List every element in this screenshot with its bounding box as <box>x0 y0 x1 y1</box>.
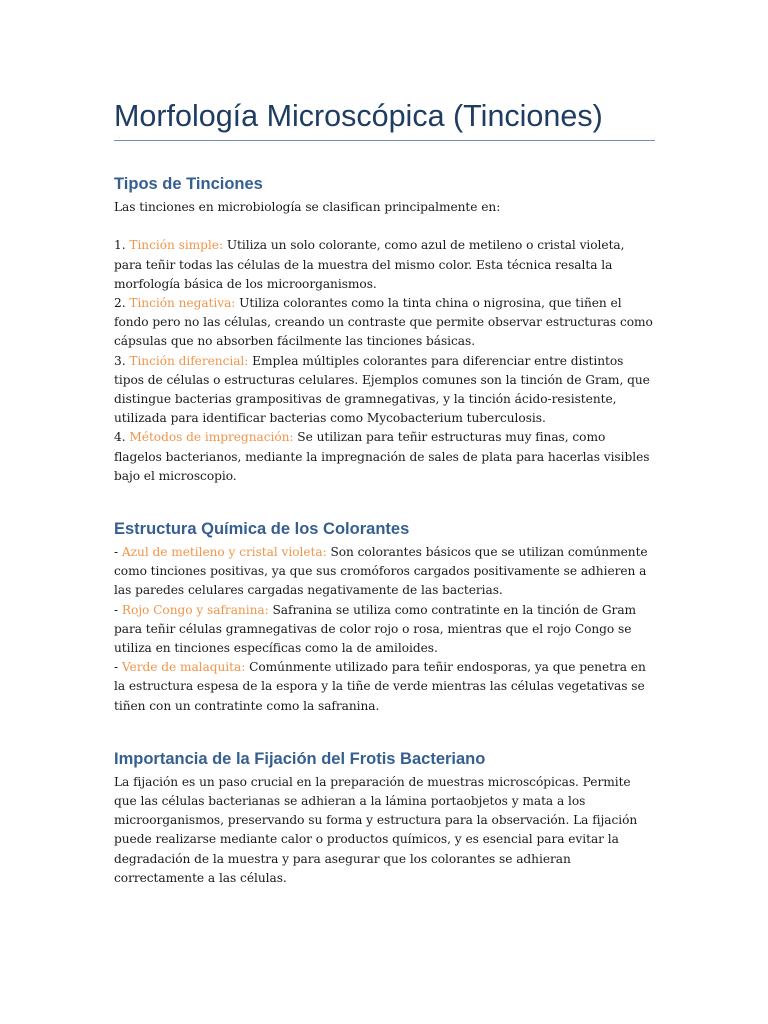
blank-line <box>114 217 656 236</box>
list-item-bullet: - <box>114 545 122 560</box>
list-item-number: 1. <box>114 238 130 253</box>
list-item <box>114 428 656 486</box>
section-heading-fijacion: Importancia de la Fijación del Frotis Bacteriano <box>114 749 486 768</box>
list-item-text: Utiliza un solo colorante, como azul de metileno o cristal violeta, para teñir todas las células de la muestra del mismo color. Esta técnica resalta la morfología básica de los microorganismos. <box>114 238 625 291</box>
list-item-text: Comúnmente utilizado para teñir endosporas, ya que penetra en la estructura espesa de la espora y la tiñe de verde mientras las células vegetativas se tiñen con un contratinte como la safranina. <box>114 660 646 713</box>
list-item-text: Emplea múltiples colorantes para diferenciar entre distintos tipos de células o estructuras celulares. Ejemplos comunes son la tinción de Gram, que distingue bacterias grampositivas de gramnegativas, y la tinción ácido-resistente, utilizada para identificar bacterias como Mycobacterium tuberculosis. <box>114 353 650 426</box>
title-divider <box>114 140 655 141</box>
list-item-number: 3. <box>114 353 130 368</box>
list-item-number: 2. <box>114 296 130 310</box>
list-item <box>114 601 656 659</box>
list-item-term: Tinción diferencial: <box>129 353 249 368</box>
list-item <box>114 352 656 429</box>
section-heading-estructura: Estructura Química de los Colorantes <box>114 520 410 539</box>
list-item-text: Son colorantes básicos que se utilizan comúnmente como tinciones positivas, ya que sus cromóforos cargados positivamente se adhieren a las paredes celulares cargadas negativamente de las bacterias. <box>114 545 648 598</box>
list-item-term: Tinción simple: <box>129 238 223 253</box>
list-item-term: Azul de metileno y cristal violeta: <box>121 545 327 560</box>
list-item <box>114 658 656 716</box>
document-page <box>114 96 656 888</box>
list-item-text: Se utilizan para teñir estructuras muy finas, como flagelos bacterianos, mediante la impregnación de sales de plata para hacerlas visibles bajo el microscopio. <box>114 430 650 483</box>
tipos-list <box>114 236 656 486</box>
list-item-text: Utiliza colorantes como la tinta china o nigrosina, que tiñen el fondo pero no las células, creando un contraste que permite observar estructuras como cápsulas que no absorben fácilmente las tinciones básicas. <box>114 296 653 349</box>
list-item-bullet: - <box>114 660 122 675</box>
estructura-list <box>114 543 656 716</box>
tipos-intro: Las tinciones en microbiología se clasifican principalmente en: <box>114 200 501 214</box>
fijacion-paragraph: La fijación es un paso crucial en la preparación de muestras microscópicas. Permite que las células bacterianas se adhieran a la lámina portaobjetos y mata a los microorganismos, preservando su forma y estructura para la observación. La fijación puede realizarse mediante calor o productos químicos, y es esencial para evitar la degradación de la muestra y para asegurar que los colorantes se adhieran correctamente a las células. <box>114 774 638 885</box>
section-heading-tipos: Tipos de Tinciones <box>114 175 263 193</box>
list-item-text: Safranina se utiliza como contratinte en la tinción de Gram para teñir células gramnegativas de color rojo o rosa, mientras que el rojo Congo se utiliza en tinciones específicas como la de amiloides. <box>114 602 637 656</box>
list-item-number: 4. <box>114 430 130 445</box>
list-item-term: Rojo Congo y safranina: <box>121 602 269 617</box>
list-item-term: Métodos de impregnación: <box>129 430 294 445</box>
list-item <box>114 294 656 352</box>
list-item-term: Tinción negativa: <box>129 296 236 310</box>
list-item-bullet: - <box>114 602 122 617</box>
list-item <box>114 236 656 294</box>
document-title: Morfología Microscópica (Tinciones) <box>114 99 603 133</box>
list-item-term: Verde de malaquita: <box>121 660 246 675</box>
list-item <box>114 543 656 601</box>
